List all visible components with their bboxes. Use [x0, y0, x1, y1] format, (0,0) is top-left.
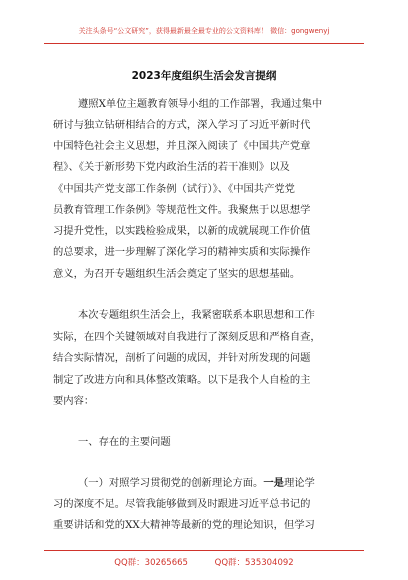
footer-divider [44, 550, 364, 551]
header-banner: 关注头条号“公文研究”，获得最新最全最专业的公文资料库！ 微信：gongwenyj [78, 27, 330, 35]
footer-qq-group-1: QQ群：30265665 [114, 558, 188, 568]
header-divider [44, 43, 364, 44]
document-page: 关注头条号“公文研究”，获得最新最全最专业的公文资料库！ 微信：gongwenyj 2023年度组织生活会发言提纲 遵照X单位主题教育领导小组的工作部署，我通过集中 研讨与独立钻研相结合的方式，深入学习了习近平新时代 中国特色社会主义思想，并且深入阅读了《中国共产党章 程》、《关于新形势下党内政治生活的若干准则》以及 《中国共产党支部工作条例（试行）》、《中国共产党党 员教育管理工作条例》等规范性文件。我聚焦于以思想学 习提升党性，以实践检验成果，以新的成就展现工作价值 的总要求，进一步理解了深化学习的精神实质和实际操作 意义，为召开专题组织生活会奠定了坚实的思想基础。 本次专题组织生活会上，我紧密联系本职思想和工作 实际，在四个关键领域对自我进行了深刻反思和严格自查， 结合实际情况，剖析了问题的成因，并针对所发现的问题 制定了改进方向和具体整改策略。以下是我个人自检的主 要内容： 一、存在的主要问题 （一）对照学习贯彻党的创新理论方面。一是理论学 习的深度不足。尽管我能够做到及时跟进习近平总书记的 重要讲话和党的XX大精神等最新的党的理论知识，但学习 QQ群：30265665 QQ群：535304092 [0, 0, 408, 580]
footer-qq-group-2: QQ群：535304092 [214, 558, 294, 568]
footer-banner [0, 556, 408, 568]
paragraph-3-bold: 一是 [263, 477, 284, 489]
paragraph-3-suffix: 理论学 [283, 477, 315, 489]
paragraph-3-prefix: （一）对照学习贯彻党的创新理论方面。 [78, 477, 264, 489]
document-title: 2023年度组织生活会发言提纲 [131, 70, 277, 82]
